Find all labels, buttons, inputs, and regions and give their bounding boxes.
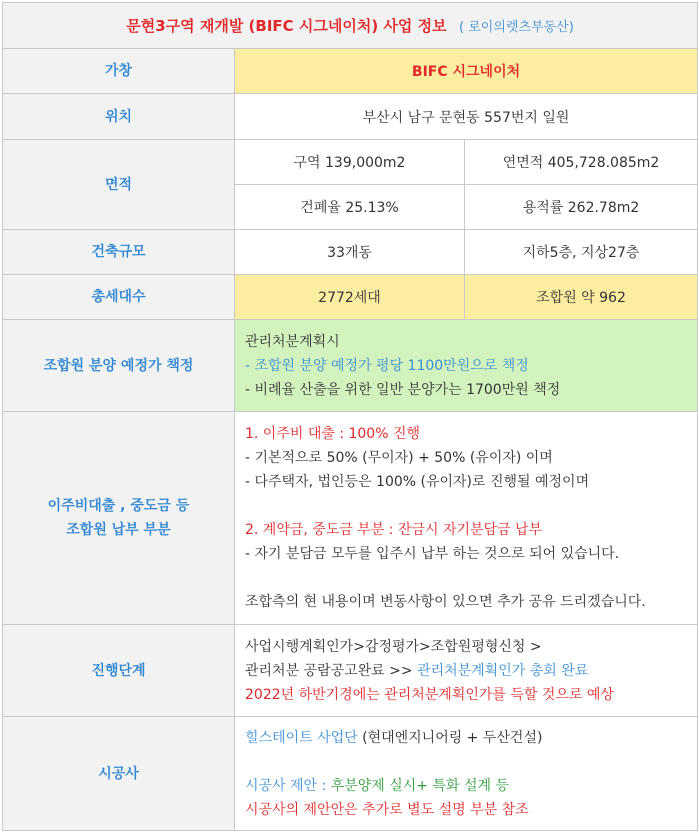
progress-block <box>235 635 697 707</box>
area-row-1 <box>3 140 698 185</box>
builder-line-1b: (현대엔지니어링 + 두산건설) <box>357 729 543 746</box>
households-row <box>3 275 698 320</box>
area-coverage: 건폐율 25.13% <box>235 185 465 230</box>
location-label: 위치 <box>3 94 235 140</box>
name-row <box>3 49 698 94</box>
loan-content <box>235 412 698 625</box>
builder-block <box>235 726 697 822</box>
builder-spacer <box>245 750 687 774</box>
location-value: 부산시 남구 문현동 557번지 일원 <box>235 94 698 140</box>
loan-line-5: - 자기 분담금 모두를 입주시 납부 하는 것으로 되어 있습니다. <box>245 546 620 562</box>
loan-line-2: - 기본적으로 50% (무이자) + 50% (유이자) 이며 <box>245 450 553 466</box>
info-table-wrapper <box>2 2 697 833</box>
loan-line-4: 2. 계약금, 중도금 부분 : 잔금시 자기분담금 납부 <box>245 522 543 538</box>
builder-line-1a: 힐스테이트 사업단 <box>245 729 358 746</box>
price-content <box>235 320 698 412</box>
price-line-1: 관리처분계획시 <box>245 333 340 350</box>
loan-label <box>3 412 235 625</box>
area-far: 용적률 262.78m2 <box>465 185 698 230</box>
page-subtitle: ( 로이의렛츠부동산) <box>459 20 574 35</box>
scale-label: 건축규모 <box>3 230 235 275</box>
progress-line-2a: 관리처분 공람공고완료 >> <box>245 662 418 679</box>
progress-content <box>235 625 698 717</box>
progress-line-2b: 관리처분계획인가 총회 완료 <box>417 662 589 679</box>
progress-row <box>3 625 698 717</box>
progress-line-3: 2022년 하반기경에는 관리처분계획인가를 득할 것으로 예상 <box>245 686 614 703</box>
area-floor-area: 연면적 405,728.085m2 <box>465 140 698 185</box>
price-line-2: - 조합원 분양 예정가 평당 1100만원으로 책정 <box>245 357 529 374</box>
builder-row <box>3 717 698 831</box>
loan-label-line-2: 조합원 납부 부분 <box>66 522 171 538</box>
scale-floors: 지하5층, 지상27층 <box>465 230 698 275</box>
households-members: 조합원 약 962 <box>465 275 698 320</box>
scale-buildings: 33개동 <box>235 230 465 275</box>
loan-line-1: 1. 이주비 대출 : 100% 진행 <box>245 426 421 442</box>
loan-block <box>235 422 697 614</box>
households-count: 2772세대 <box>235 275 465 320</box>
progress-line-1: 사업시행계획인가>감정평가>조합원평형신청 > <box>245 638 542 655</box>
progress-line-2 <box>245 659 687 683</box>
loan-line-6: 조합측의 현 내용이며 변동사항이 있으면 추가 공유 드리겠습니다. <box>245 594 646 610</box>
builder-line-3: 시공사의 제안안은 추가로 별도 설명 부분 참조 <box>245 801 529 818</box>
loan-spacer-1 <box>245 494 687 518</box>
price-block <box>235 330 697 402</box>
builder-line-2a: 시공사 제안 : <box>245 777 331 794</box>
title-row <box>3 3 698 49</box>
price-label: 조합원 분양 예정가 책정 <box>3 320 235 412</box>
name-label: 가창 <box>3 49 235 94</box>
name-value: BIFC 시그네이처 <box>235 49 698 94</box>
title-cell <box>3 3 698 49</box>
area-label: 면적 <box>3 140 235 230</box>
builder-label: 시공사 <box>3 717 235 831</box>
progress-label: 진행단계 <box>3 625 235 717</box>
price-row <box>3 320 698 412</box>
loan-label-line-1: 이주비대출 , 중도금 등 <box>47 498 190 514</box>
loan-spacer-2 <box>245 566 687 590</box>
scale-row <box>3 230 698 275</box>
project-info-table <box>2 2 698 831</box>
builder-line-2b: 후분양제 실시+ 특화 설계 등 <box>330 777 509 794</box>
households-label: 총세대수 <box>3 275 235 320</box>
builder-line-2 <box>245 774 687 798</box>
page-title: 문현3구역 재개발 (BIFC 시그네이처) 사업 정보 <box>126 17 447 35</box>
builder-line-1 <box>245 726 687 750</box>
area-zone: 구역 139,000m2 <box>235 140 465 185</box>
location-row <box>3 94 698 140</box>
loan-line-3: - 다주택자, 법인등은 100% (유이자)로 진행될 예정이며 <box>245 474 590 490</box>
price-line-3: - 비례율 산출을 위한 일반 분양가는 1700만원 책정 <box>245 381 561 398</box>
loan-row <box>3 412 698 625</box>
builder-content <box>235 717 698 831</box>
